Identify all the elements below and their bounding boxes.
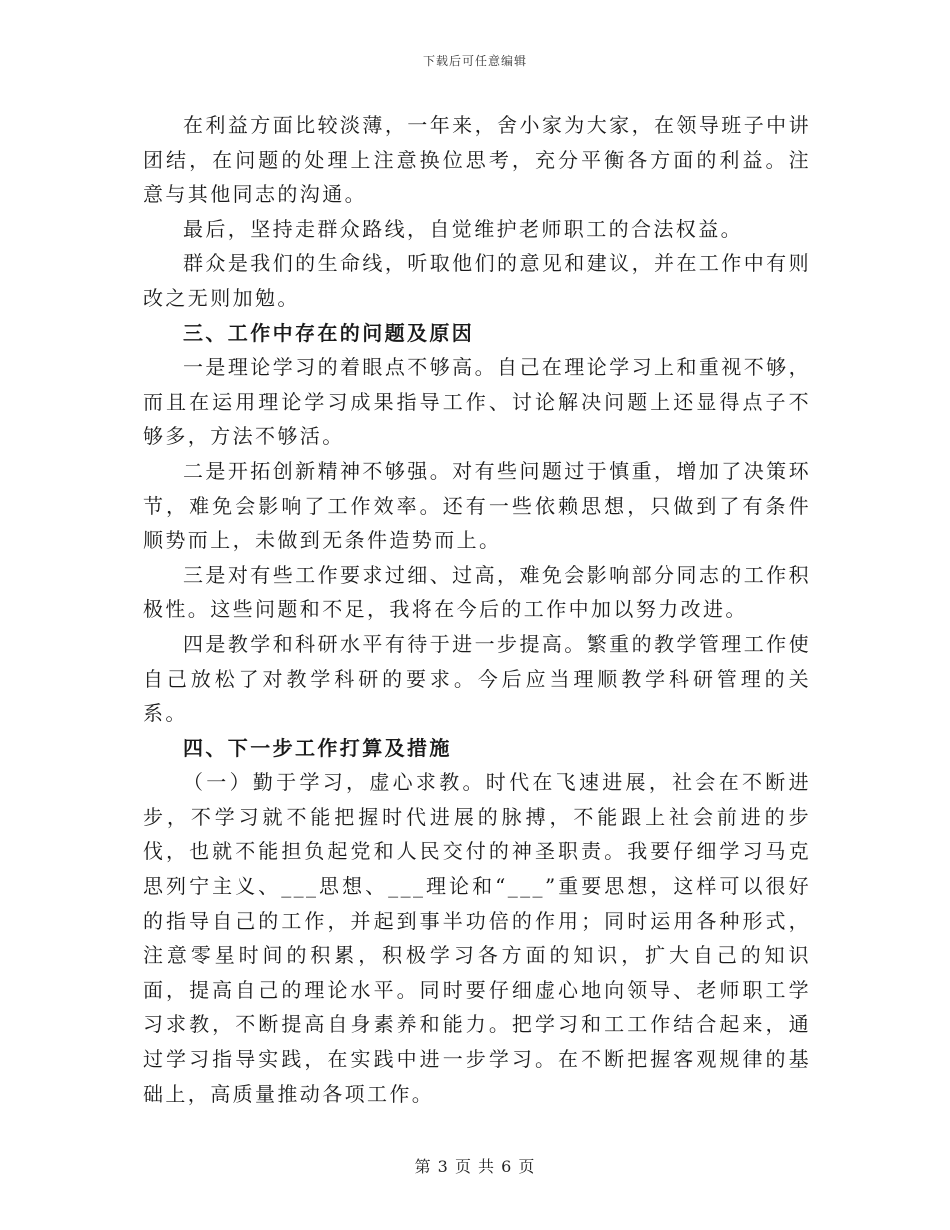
- paragraph: （一）勤于学习，虚心求教。时代在飞速进展，社会在不断进步，不学习就不能把握时代进展的脉搏，不能跟上社会前进的步伐，也就不能担负起党和人民交付的神圣职责。我要仔细学习马克思列宁主义、___思想、___理论和“___”重要思想，这样可以很好的指导自己的工作，并起到事半功倍的作用；同时运用各种形式，注意零星时间的积累，积极学习各方面的知识，扩大自己的知识面，提高自己的理论水平。同时要仔细虚心地向领导、老师职工学习求教，不断提高自身素养和能力。把学习和工工作结合起来，通过学习指导实践，在实践中进一步学习。在不断把握客观规律的基础上，高质量推动各项工作。: [143, 770, 811, 1106]
- section-heading-4: 四、下一步工作打算及措施: [183, 735, 452, 760]
- paragraph: 一是理论学习的着眼点不够高。自己在理论学习上和重视不够，而且在运用理论学习成果指导工作、讨论解决问题上还显得点子不够多，方法不够活。: [143, 355, 811, 449]
- paragraph: 四是教学和科研水平有待于进一步提高。繁重的教学管理工作使自己放松了对教学科研的要求。今后应当理顺教学科研管理的关系。: [143, 631, 811, 726]
- paragraph: 群众是我们的生命线，听取他们的意见和建议，并在工作中有则改之无则加勉。: [143, 251, 811, 310]
- paragraph: 三是对有些工作要求过细、过高，难免会影响部分同志的工作积极性。这些问题和不足，我将在今后的工作中加以努力改进。: [143, 562, 811, 622]
- section-heading-3: 三、工作中存在的问题及原因: [183, 320, 475, 345]
- page-header-note: 下载后可任意编辑: [422, 54, 527, 68]
- paragraph: 二是开拓创新精神不够强。对有些问题过于慎重，增加了决策环节，难免会影响了工作效率。还有一些依赖思想，只做到了有条件顺势而上，未做到无条件造势而上。: [143, 458, 811, 553]
- paragraph: 在利益方面比较淡薄，一年来，舍小家为大家，在领导班子中讲团结，在问题的处理上注意换位思考，充分平衡各方面的利益。注意与其他同志的沟通。: [143, 113, 811, 207]
- paragraph: 最后，坚持走群众路线，自觉维护老师职工的合法权益。: [183, 216, 743, 241]
- page-indicator: 第 3 页 共 6 页: [414, 1157, 536, 1176]
- document-body: [143, 108, 811, 1111]
